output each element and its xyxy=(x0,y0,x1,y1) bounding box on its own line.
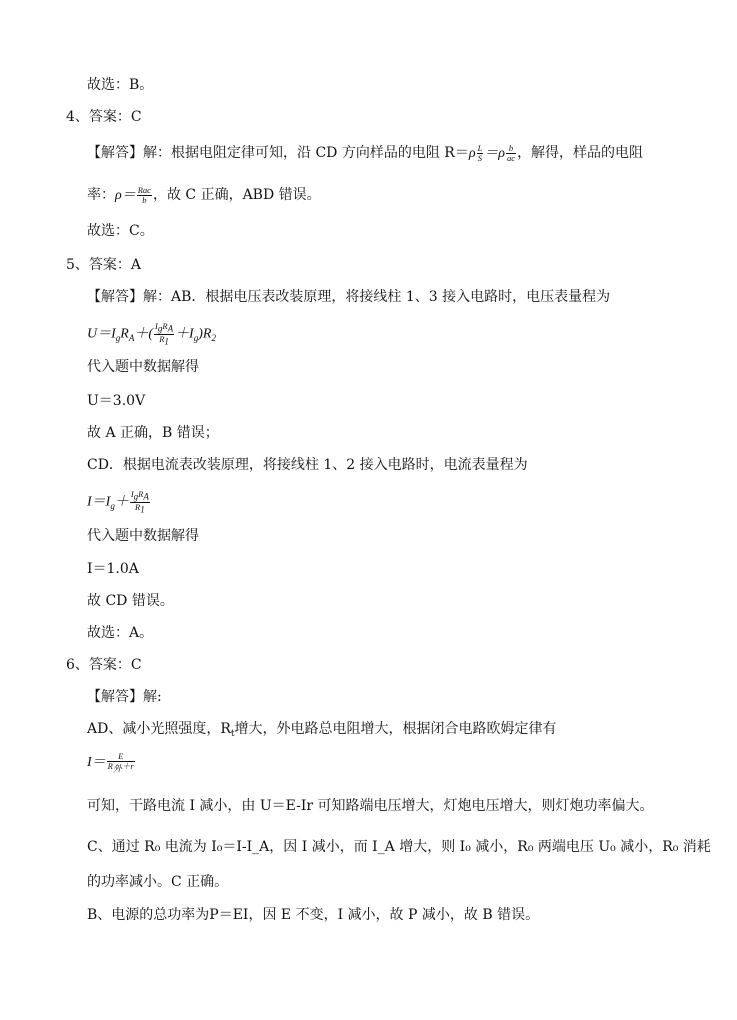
q6-b-statement: B、电源的总功率为P＝EI，因 E 不变，I 减小，故 P 减小，故 B 错误。 xyxy=(87,907,540,923)
q6-ad-rest: 增大，外电路总电阻增大，根据闭合电路欧姆定律有 xyxy=(234,721,557,737)
q6-ad-subscript: t xyxy=(230,729,235,739)
q4-rho-formula: ρ＝ $\frac{\text{Rac}}{b}$ xyxy=(115,185,151,206)
q5-substitute-1: 代入题中数据解得 xyxy=(87,359,199,375)
question-5-answer: 5、答案：A xyxy=(66,257,142,273)
q5-cd-conclusion: 故 CD 错误。 xyxy=(87,593,174,609)
q5-current-result: I＝1.0A xyxy=(87,561,139,577)
q6-explanation: 【解答】解: xyxy=(87,689,162,705)
q5-choice: 故选：A。 xyxy=(87,625,154,641)
q6-ad-statement xyxy=(87,720,557,743)
question-4-answer: 4、答案：C xyxy=(66,109,142,125)
q6-ad-text: AD、减小光照强度，R xyxy=(87,721,231,737)
q4-explanation xyxy=(87,144,643,163)
q6-c-statement: C、通过 R₀ 电流为 I₀＝I-I_A，因 I 减小，而 I_A 增大，则 I₀ 减小，R₀ 两端电压 U₀ 减小，R₀ 消耗 xyxy=(87,839,711,855)
q5-substitute-2: 代入题中数据解得 xyxy=(87,528,199,544)
q5-explanation: 【解答】解：AB．根据电压表改装原理，将接线柱 1、3 接入电路时，电压表量程为 xyxy=(87,289,611,305)
q4-explanation-tail: ，解得，样品的电阻 xyxy=(517,145,644,161)
answer-line: 故选：B。 xyxy=(87,77,154,93)
q4-rate-tail: ，故 C 正确，ABD 错误。 xyxy=(152,187,321,203)
q4-explanation-text: 【解答】解：根据电阻定律可知，沿 CD 方向样品的电阻 R＝ xyxy=(87,145,469,161)
q4-rate-label: 率： xyxy=(87,187,115,203)
q5-current-formula: $I=I_g+$ $\frac{I_gR_A}{R_1}$ xyxy=(87,489,149,515)
q5-ab-conclusion: 故 A 正确，B 错误； xyxy=(87,425,219,441)
q4-choice: 故选：C。 xyxy=(87,223,154,239)
q5-voltage-formula: $U=I_gR_A+$( $\frac{I_gR_A}{R_1}$ $+I_g)R_2$ xyxy=(87,321,216,347)
q6-ohm-formula: I＝ $\frac{E}{R_外+r}$ xyxy=(87,751,134,774)
question-6-answer: 6、答案：C xyxy=(66,657,142,673)
q4-resistance-formula: ρ $\frac{L}{S}$ ＝ρ $\frac{b}{ac}$ xyxy=(468,143,516,164)
q6-c-conclusion: 的功率减小。C 正确。 xyxy=(87,874,229,890)
q5-voltage-result: U＝3.0V xyxy=(87,393,146,409)
q5-cd-explanation: CD．根据电流表改装原理，将接线柱 1、2 接入电路时，电流表量程为 xyxy=(87,457,528,473)
q6-current-analysis: 可知，干路电流 I 减小，由 U＝E-Ir 可知路端电压增大，灯炮电压增大，则灯炮功率偏大。 xyxy=(87,798,654,814)
q4-resistivity xyxy=(87,186,321,205)
